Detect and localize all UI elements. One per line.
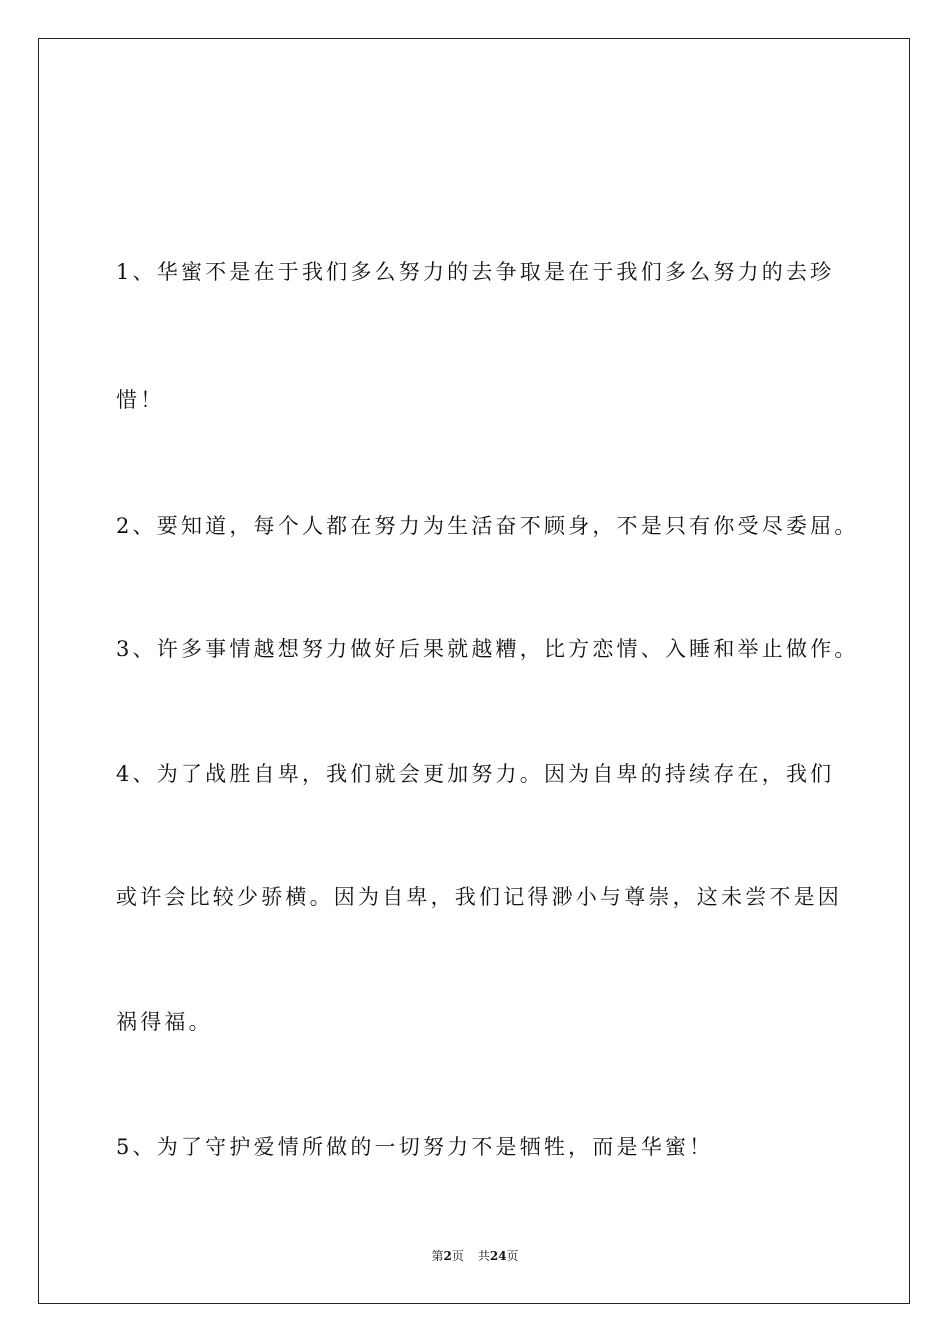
total-suffix: 页 [506, 1249, 519, 1263]
text-line-2: 惜！ [116, 388, 165, 412]
page-prefix: 第 [431, 1249, 444, 1263]
page-number: 2 [443, 1249, 452, 1263]
total-prefix: 共 [477, 1249, 490, 1263]
text-line-8: 5、为了守护爱情所做的一切努力不是牺牲，而是华蜜！ [116, 1135, 714, 1159]
text-line-3: 2、要知道，每个人都在努力为生活奋不顾身，不是只有你受尽委屈。 [116, 514, 859, 538]
text-line-5: 4、为了战胜自卑，我们就会更加努力。因为自卑的持续存在，我们 [116, 762, 835, 786]
page-suffix: 页 [451, 1249, 464, 1263]
text-line-4: 3、许多事情越想努力做好后果就越糟，比方恋情、入睡和举止做作。 [116, 637, 859, 661]
text-line-6: 或许会比较少骄横。因为自卑，我们记得渺小与尊崇，这未尝不是因 [116, 885, 842, 909]
page-frame [38, 38, 910, 1304]
total-pages: 24 [489, 1249, 507, 1263]
text-line-7: 祸得福。 [116, 1010, 213, 1034]
page-footer [0, 1250, 950, 1262]
text-line-1: 1、华蜜不是在于我们多么努力的去争取是在于我们多么努力的去珍 [116, 260, 835, 284]
